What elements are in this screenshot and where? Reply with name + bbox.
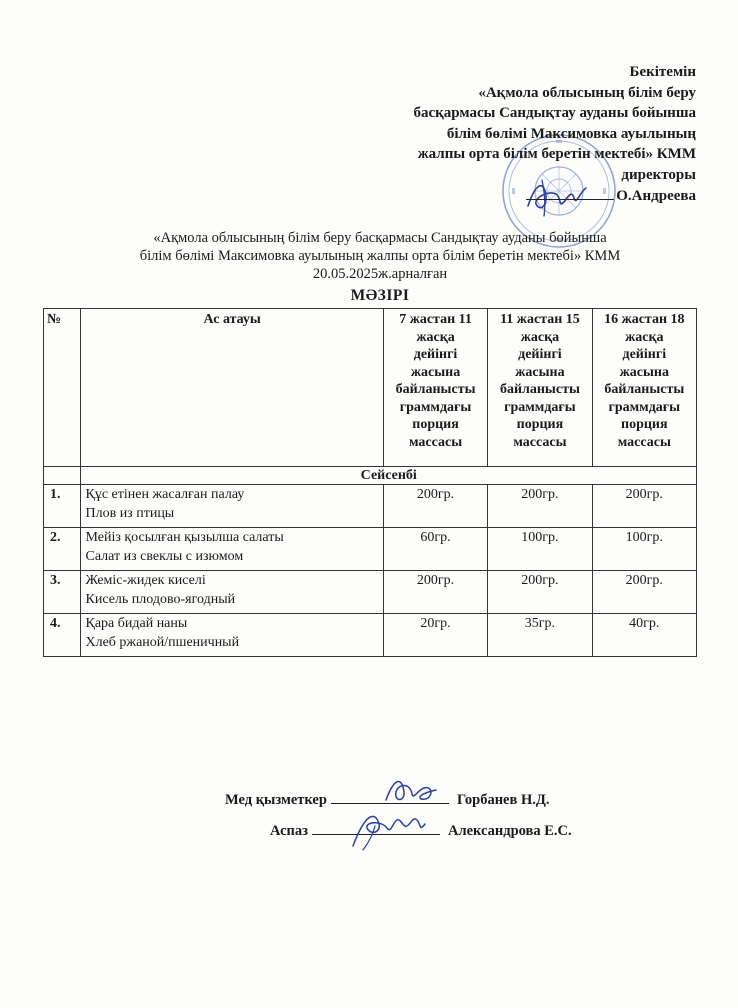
portion-age-7-11: 20гр. <box>383 614 487 657</box>
menu-table <box>43 308 697 657</box>
document-heading <box>60 229 700 283</box>
menu-title: МӘЗІРІ <box>350 287 410 304</box>
dish-name-kk: Құс етінен жасалған палау <box>85 487 245 502</box>
dish-name-ru: Хлеб ржаной/пшеничный <box>85 634 240 650</box>
header-text: 7 жастан 11 <box>399 312 472 327</box>
col-header-age-11-15 <box>488 309 592 467</box>
header-text: граммдағы <box>399 399 472 415</box>
header-text: массасы <box>617 434 671 450</box>
header-text: 11 жастан 15 <box>500 312 580 327</box>
header-text: байланысты <box>604 382 685 397</box>
header-text: жасқа <box>520 329 560 345</box>
approval-line: Бекітемін <box>629 64 696 80</box>
cook-signature <box>345 806 433 854</box>
header-text: жасына <box>410 364 461 380</box>
col-header-number: № <box>44 309 81 467</box>
heading-line: білім бөлімі Максимовка ауылының жалпы орта білім беретін мектебі» КММ <box>139 248 621 264</box>
row-number: 2. <box>44 528 81 571</box>
portion-age-16-18: 100гр. <box>592 528 696 571</box>
approval-line: білім бөлімі Максимовка ауылының <box>446 125 696 142</box>
table-row <box>44 528 697 571</box>
col-header-dish-name: Ас атауы <box>81 309 383 467</box>
cook-name: Александрова Е.С. <box>447 823 572 839</box>
col-header-age-16-18 <box>592 309 696 467</box>
cook-label: Аспаз <box>270 823 308 839</box>
approval-line: директоры <box>621 166 696 183</box>
header-text: байланысты <box>395 382 476 397</box>
header-text: жасқа <box>625 329 664 345</box>
header-text: порция <box>621 417 668 432</box>
table-row <box>44 571 697 614</box>
approval-line: «Ақмола облысының білім беру <box>478 84 696 101</box>
dish-name <box>81 485 383 528</box>
row-number: 1. <box>44 485 81 528</box>
signature-blank <box>526 185 614 200</box>
approval-signer: О.Андреева <box>616 188 696 204</box>
header-text: порция <box>412 417 459 432</box>
med-staff-signature <box>380 772 440 808</box>
day-label: Сейсенбі <box>81 467 697 485</box>
heading-date: 20.05.2025ж.арналған <box>312 266 448 282</box>
portion-age-7-11: 60гр. <box>383 528 487 571</box>
dish-name-kk: Жеміс-жидек киселі <box>85 573 206 588</box>
portion-age-16-18: 200гр. <box>592 571 696 614</box>
approval-block <box>336 62 696 207</box>
header-text: граммдағы <box>504 399 576 415</box>
dish-name-ru: Салат из свеклы с изюмом <box>85 548 244 564</box>
dish-name <box>81 528 383 571</box>
portion-age-11-15: 200гр. <box>488 571 592 614</box>
row-number: 3. <box>44 571 81 614</box>
header-text: дейінгі <box>413 347 458 362</box>
portion-age-11-15: 100гр. <box>488 528 592 571</box>
header-text: порция <box>516 417 564 432</box>
header-text: байланысты <box>499 382 580 397</box>
portion-age-11-15: 35гр. <box>488 614 592 657</box>
dish-name-ru: Плов из птицы <box>85 505 175 521</box>
med-staff-name: Горбанев Н.Д. <box>456 792 550 808</box>
dish-name-kk: Мейіз қосылған қызылша салаты <box>85 530 284 545</box>
table-day-row <box>44 467 697 485</box>
heading-line: «Ақмола облысының білім беру басқармасы Сандықтау ауданы бойынша <box>153 230 607 246</box>
dish-name <box>81 614 383 657</box>
header-text: жасына <box>619 364 669 380</box>
dish-name-kk: Қара бидай наны <box>85 616 188 631</box>
approval-line: жалпы орта білім беретін мектебі» КММ <box>417 146 696 162</box>
col-header-age-7-11 <box>383 309 487 467</box>
portion-age-16-18: 40гр. <box>592 614 696 657</box>
row-number: 4. <box>44 614 81 657</box>
header-text: дейінгі <box>518 347 562 362</box>
portion-age-7-11: 200гр. <box>383 571 487 614</box>
portion-age-16-18: 200гр. <box>592 485 696 528</box>
header-text: жасқа <box>416 329 455 345</box>
table-row <box>44 485 697 528</box>
approval-line: басқармасы Сандықтау ауданы бойынша <box>413 105 696 121</box>
table-header-row <box>44 309 697 467</box>
dish-name-ru: Кисель плодово-ягодный <box>85 591 236 607</box>
header-text: дейінгі <box>622 347 667 362</box>
header-text: граммдағы <box>608 399 681 415</box>
day-empty-cell <box>44 467 81 485</box>
header-text: массасы <box>513 434 567 450</box>
med-staff-label: Мед қызметкер <box>225 792 327 808</box>
table-row <box>44 614 697 657</box>
dish-name <box>81 571 383 614</box>
header-text: массасы <box>408 434 463 450</box>
header-text: 16 жастан 18 <box>604 312 685 327</box>
header-text: жасына <box>515 364 565 380</box>
portion-age-11-15: 200гр. <box>488 485 592 528</box>
portion-age-7-11: 200гр. <box>383 485 487 528</box>
approval-signer-line <box>336 185 696 207</box>
